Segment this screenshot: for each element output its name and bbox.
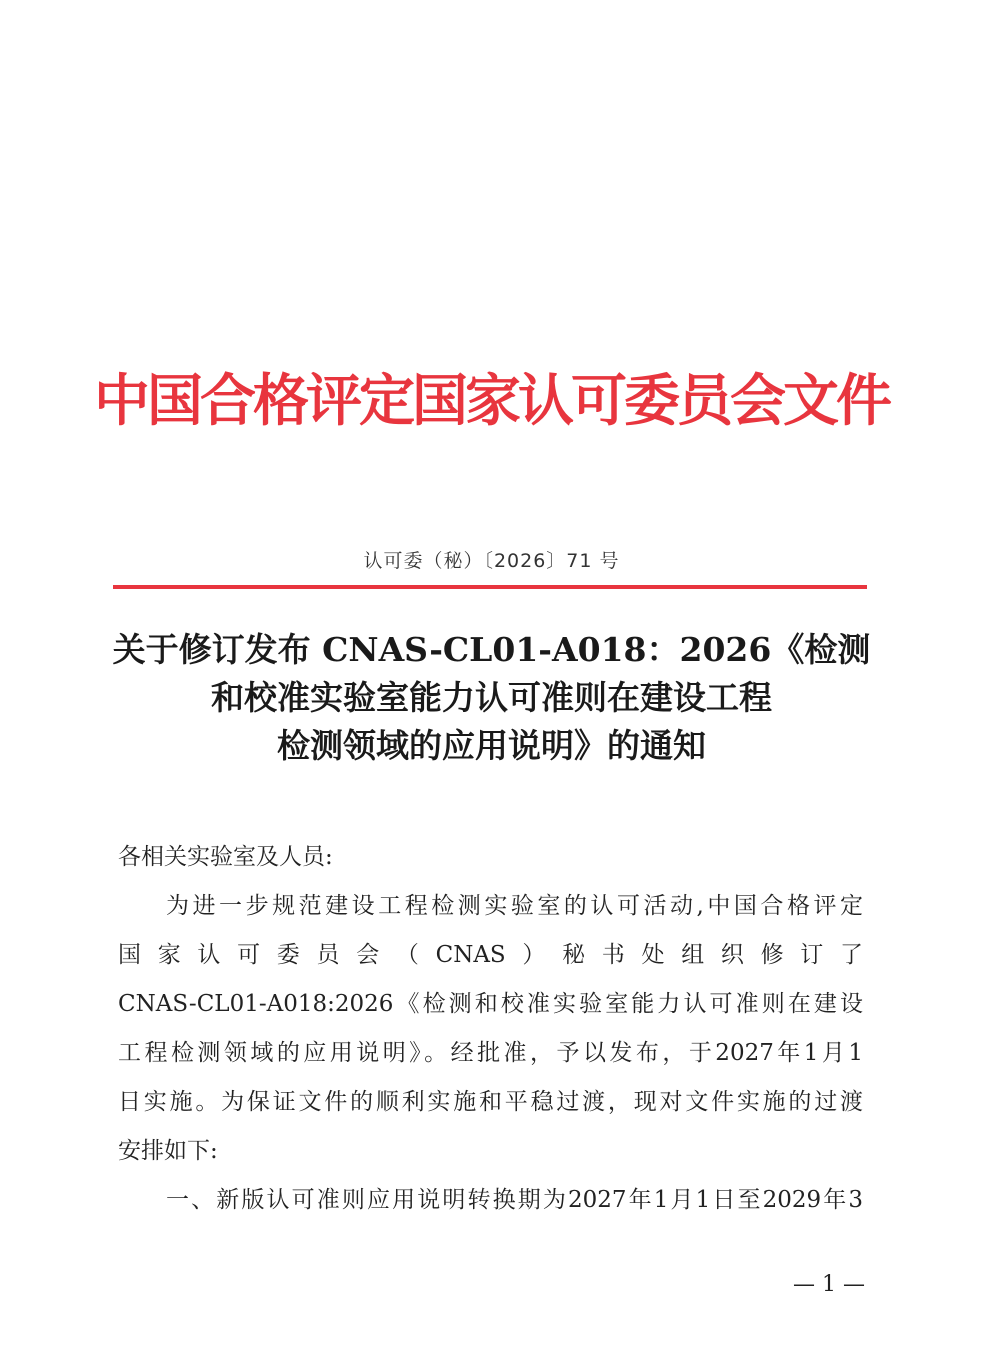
masthead-title: 中国合格评定国家认可委员会文件 <box>94 369 889 434</box>
notice-title-line-3: 检测领域的应用说明》的通知 <box>277 726 706 765</box>
body-line-4: 工程检测领域的应用说明》。经批准，予以发布，于2027年1月1 <box>118 1040 863 1066</box>
notice-title-line-2: 和校准实验室能力认可准则在建设工程 <box>211 678 772 717</box>
page-number: — 1 — <box>793 1272 865 1297</box>
document-number: 认可委（秘）〔2026〕71 号 <box>363 550 620 572</box>
salutation: 各相关实验室及人员: <box>118 844 333 870</box>
body-line-3: CNAS-CL01-A018:2026《检测和校准实验室能力认可准则在建设 <box>118 991 863 1017</box>
notice-title-line-1: 关于修订发布 CNAS-CL01-A018：2026《检测 <box>112 630 871 669</box>
notice-title <box>100 626 883 770</box>
body-line-7: 一、新版认可准则应用说明转换期为2027年1月1日至2029年3 <box>166 1187 863 1213</box>
red-divider-line <box>113 585 867 589</box>
body-line-2: 国家认可委员会（CNAS）秘书处组织修订了 <box>118 942 863 968</box>
notice-body <box>118 833 863 1225</box>
body-line-5: 日实施。为保证文件的顺利实施和平稳过渡，现对文件实施的过渡 <box>118 1089 863 1115</box>
body-line-6: 安排如下: <box>118 1138 218 1164</box>
body-line-1: 为进一步规范建设工程检测实验室的认可活动,中国合格评定 <box>166 893 863 919</box>
